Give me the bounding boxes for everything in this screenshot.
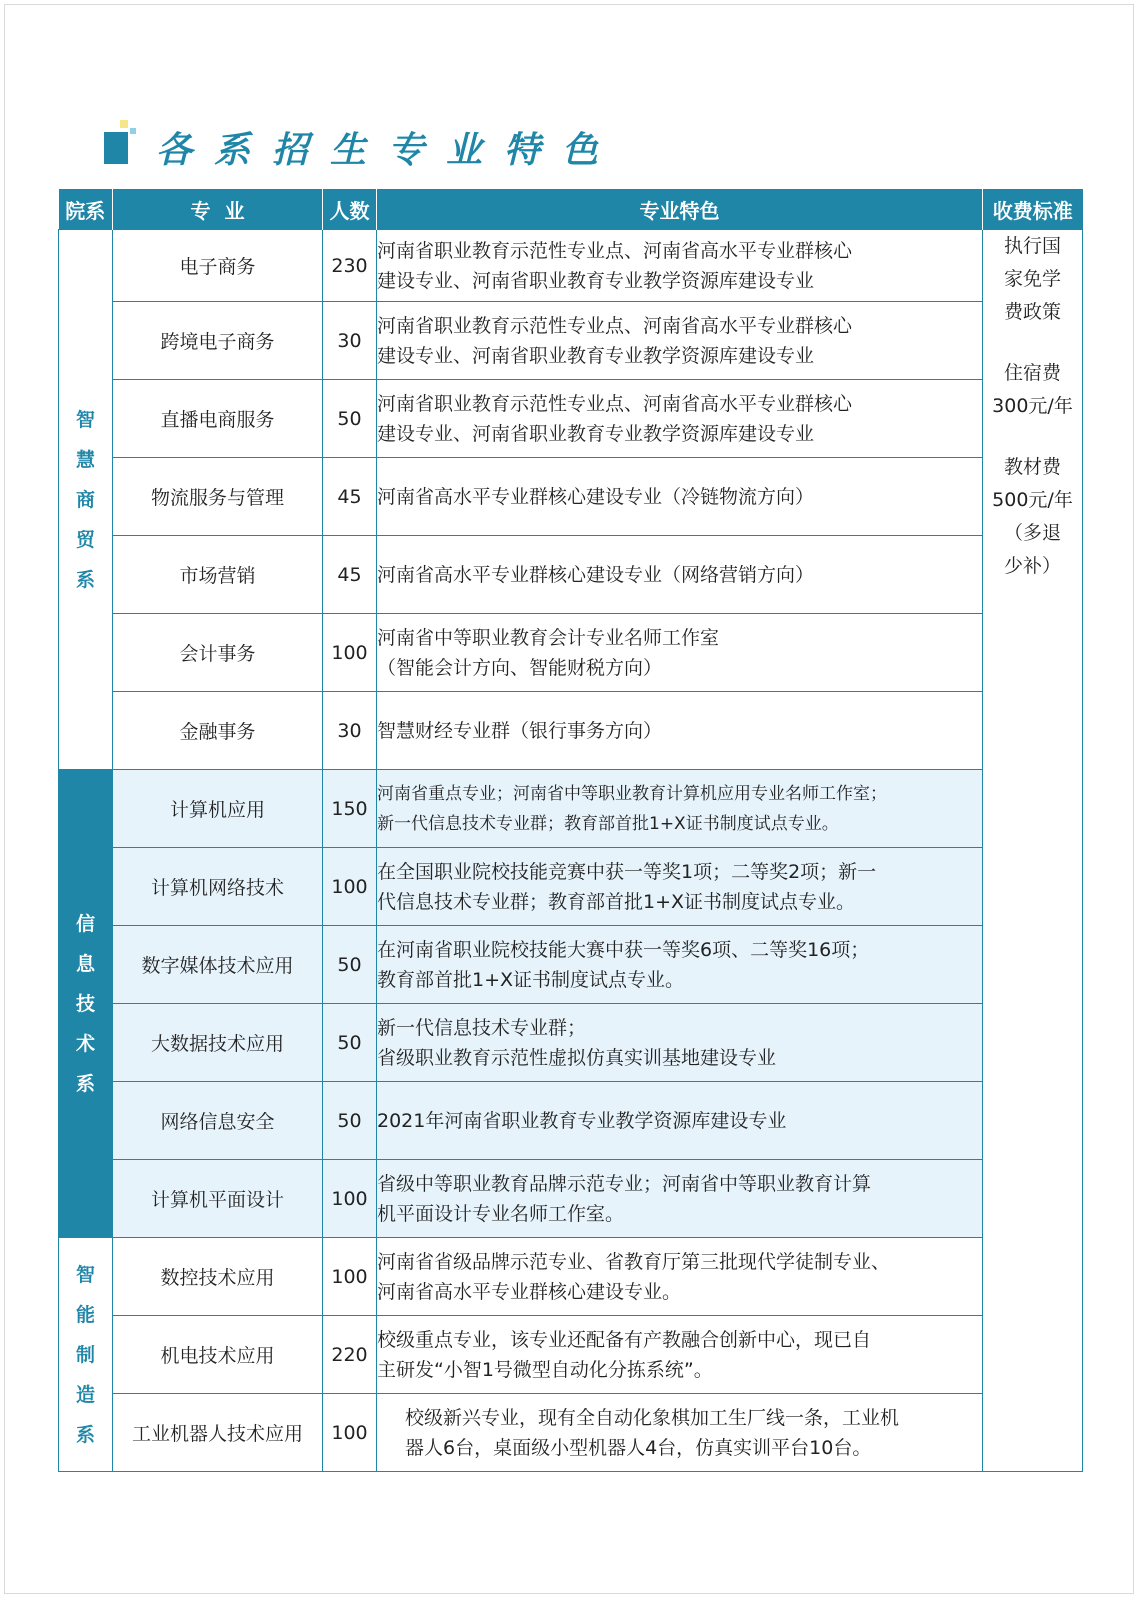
title-dot-icon [120,120,128,128]
fee-line: 执行国 [1003,235,1061,257]
department-name: 信息技术系 [75,912,95,1095]
major-name: 网络信息安全 [113,1082,323,1160]
feature-line: 校级新兴专业，现有全自动化象棋加工生厂线一条，工业机 [405,1406,900,1429]
title-dot-icon [130,128,136,134]
department-cell-manufacturing [59,1238,113,1472]
feature-cell [377,1394,983,1472]
feature-cell [377,1082,983,1160]
feature-line: 建设专业、河南省职业教育专业教学资源库建设专业 [377,422,815,445]
enrollment-table [58,189,1083,1472]
enrollment-count: 50 [323,1004,377,1082]
enrollment-count: 100 [323,614,377,692]
feature-line: 河南省高水平专业群核心建设专业（网络营销方向） [377,563,815,586]
major-name: 数字媒体技术应用 [113,926,323,1004]
enrollment-count: 30 [323,302,377,380]
major-name: 数控技术应用 [113,1238,323,1316]
page-title: 各系招生专业特色 [156,129,621,171]
table-row [59,1394,1083,1472]
feature-cell [377,380,983,458]
feature-cell [377,458,983,536]
fee-line: 教材费 [1003,456,1061,478]
feature-cell [377,692,983,770]
table-row [59,614,1083,692]
table-row [59,770,1083,848]
table-row [59,380,1083,458]
fee-policy [983,230,1082,329]
enrollment-count: 100 [323,848,377,926]
enrollment-count: 45 [323,458,377,536]
department-cell-it [59,770,113,1238]
feature-line: （智能会计方向、智能财税方向） [377,656,663,679]
enrollment-count: 50 [323,1082,377,1160]
feature-cell [377,1316,983,1394]
major-name: 金融事务 [113,692,323,770]
major-name: 计算机应用 [113,770,323,848]
feature-cell [377,614,983,692]
major-name: 跨境电子商务 [113,302,323,380]
department-cell-commerce [59,230,113,770]
feature-cell [377,230,983,302]
feature-line: 机平面设计专业名师工作室。 [377,1202,625,1225]
feature-line: 智慧财经专业群（银行事务方向） [377,719,663,742]
major-name: 会计事务 [113,614,323,692]
feature-line: 2021年河南省职业教育专业教学资源库建设专业 [377,1109,787,1132]
header-major: 专 业 [113,189,323,230]
feature-line: 河南省职业教育示范性专业点、河南省高水平专业群核心 [377,314,853,337]
feature-line: 新一代信息技术专业群；教育部首批1+X证书制度试点专业。 [377,813,839,834]
header-department: 院系 [59,189,113,230]
feature-line: 河南省职业教育示范性专业点、河南省高水平专业群核心 [377,392,853,415]
fee-cell [983,230,1083,1472]
fee-line: 住宿费 [1003,362,1061,384]
enrollment-count: 30 [323,692,377,770]
table-row [59,230,1083,302]
department-name: 智慧商贸系 [75,408,95,591]
feature-line: 在河南省职业院校技能大赛中获一等奖6项、二等奖16项； [377,938,870,961]
major-name: 计算机网络技术 [113,848,323,926]
enrollment-count: 220 [323,1316,377,1394]
table-row [59,458,1083,536]
major-name: 机电技术应用 [113,1316,323,1394]
major-name: 工业机器人技术应用 [113,1394,323,1472]
major-name: 计算机平面设计 [113,1160,323,1238]
table-row [59,1082,1083,1160]
feature-line: 省级中等职业教育品牌示范专业；河南省中等职业教育计算 [377,1172,872,1195]
table-row [59,848,1083,926]
feature-cell [377,848,983,926]
header-fee: 收费标准 [983,189,1083,230]
feature-line: 河南省高水平专业群核心建设专业（冷链物流方向） [377,485,815,508]
table-row [59,536,1083,614]
feature-line: 建设专业、河南省职业教育专业教学资源库建设专业 [377,344,815,367]
enrollment-count: 100 [323,1160,377,1238]
feature-line: 教育部首批1+X证书制度试点专业。 [377,968,685,991]
table-row [59,1238,1083,1316]
enrollment-count: 50 [323,380,377,458]
header-feature: 专业特色 [377,189,983,230]
major-name: 电子商务 [113,230,323,302]
feature-line: 建设专业、河南省职业教育专业教学资源库建设专业 [377,269,815,292]
fee-line: 费政策 [1003,301,1061,323]
feature-line: 河南省省级品牌示范专业、省教育厅第三批现代学徒制专业、 [377,1250,891,1273]
fee-line: 500元/年 [992,489,1073,511]
feature-line: 代信息技术专业群；教育部首批1+X证书制度试点专业。 [377,890,856,913]
table-row [59,1316,1083,1394]
feature-cell [377,1238,983,1316]
feature-line: 河南省重点专业；河南省中等职业教育计算机应用专业名师工作室； [377,783,887,804]
enrollment-count: 100 [323,1394,377,1472]
enrollment-count: 50 [323,926,377,1004]
feature-line: 主研发“小智1号微型自动化分拣系统”。 [377,1358,713,1381]
feature-line: 器人6台，桌面级小型机器人4台，仿真实训平台10台。 [405,1436,872,1459]
feature-line: 省级职业教育示范性虚拟仿真实训基地建设专业 [377,1046,777,1069]
fee-line: 家免学 [1003,268,1061,290]
feature-line: 校级重点专业，该专业还配备有产教融合创新中心，现已自 [377,1328,872,1351]
fee-lodging [983,357,1082,423]
enrollment-count: 100 [323,1238,377,1316]
table-row [59,302,1083,380]
feature-line: 新一代信息技术专业群； [377,1016,587,1039]
feature-cell [377,1004,983,1082]
table-row [59,1004,1083,1082]
table-row [59,926,1083,1004]
feature-cell [377,1160,983,1238]
table-header-row [59,189,1083,230]
feature-line: 河南省高水平专业群核心建设专业。 [377,1280,682,1303]
major-name: 物流服务与管理 [113,458,323,536]
fee-line: 少补） [1003,555,1061,577]
feature-line: 河南省职业教育示范性专业点、河南省高水平专业群核心 [377,239,853,262]
fee-line: （多退 [1003,522,1061,544]
major-name: 直播电商服务 [113,380,323,458]
feature-line: 河南省中等职业教育会计专业名师工作室 [377,626,720,649]
table-row [59,692,1083,770]
feature-cell [377,302,983,380]
major-name: 大数据技术应用 [113,1004,323,1082]
header-count: 人数 [323,189,377,230]
feature-cell [377,536,983,614]
feature-cell [377,926,983,1004]
title-square-icon [104,132,128,164]
major-name: 市场营销 [113,536,323,614]
department-name: 智能制造系 [75,1263,95,1446]
enrollment-count: 230 [323,230,377,302]
fee-textbook [983,451,1082,583]
enrollment-count: 150 [323,770,377,848]
fee-line: 300元/年 [992,395,1073,417]
feature-line: 在全国职业院校技能竞赛中获一等奖1项；二等奖2项；新一 [377,860,877,883]
feature-cell [377,770,983,848]
enrollment-count: 45 [323,536,377,614]
table-row [59,1160,1083,1238]
